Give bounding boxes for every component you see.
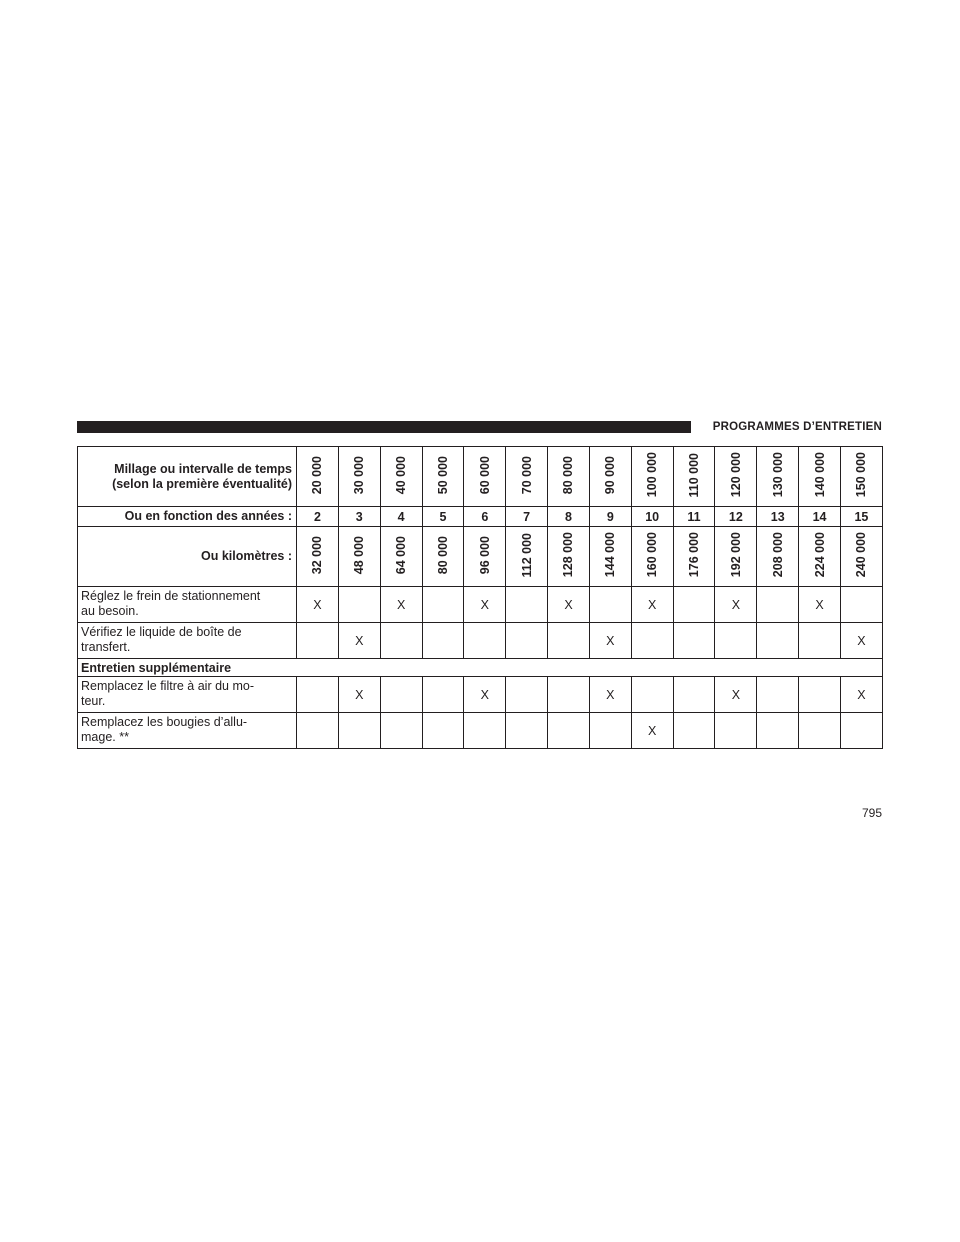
mileage-value: 70 000 <box>519 455 534 495</box>
maintenance-schedule-table <box>77 446 883 749</box>
interval-mark: X <box>396 597 406 612</box>
interval-mark-cell <box>631 587 673 623</box>
km-value: 32 000 <box>310 535 325 575</box>
mileage-cell <box>548 447 590 507</box>
km-cell <box>673 527 715 587</box>
km-cell <box>506 527 548 587</box>
page-number: 795 <box>861 806 882 820</box>
interval-mark-cell <box>757 713 799 749</box>
mileage-value: 120 000 <box>728 452 743 498</box>
interval-mark-cell <box>464 623 506 659</box>
interval-mark: X <box>648 723 657 738</box>
mileage-value: 50 000 <box>435 455 450 495</box>
interval-mark-cell <box>589 623 631 659</box>
interval-mark-cell <box>380 587 422 623</box>
interval-mark-cell <box>548 623 590 659</box>
interval-mark-cell <box>631 677 673 713</box>
task-row <box>78 587 883 623</box>
km-cell <box>757 527 799 587</box>
year-cell <box>338 507 380 527</box>
km-label: Ou kilomètres : <box>201 549 292 563</box>
mileage-cell <box>631 447 673 507</box>
interval-mark-cell <box>631 713 673 749</box>
interval-mark-cell <box>380 713 422 749</box>
task-label-cell <box>78 587 297 623</box>
interval-mark-cell <box>548 677 590 713</box>
year-value: 12 <box>728 509 743 524</box>
task-row <box>78 713 883 749</box>
years-label: Ou en fonction des années : <box>124 509 292 523</box>
mileage-cell <box>338 447 380 507</box>
km-cell <box>338 527 380 587</box>
mileage-header-row <box>78 447 883 507</box>
interval-mark-cell <box>715 587 757 623</box>
km-cell <box>380 527 422 587</box>
mileage-cell <box>673 447 715 507</box>
km-value: 64 000 <box>394 535 409 575</box>
task-label-line1: Remplacez le filtre à air du mo- <box>81 679 254 693</box>
interval-mark: X <box>606 633 615 648</box>
interval-mark-cell <box>840 677 882 713</box>
mileage-value: 90 000 <box>603 455 618 495</box>
km-value: 80 000 <box>435 535 450 575</box>
mileage-cell <box>715 447 757 507</box>
interval-mark-cell <box>715 677 757 713</box>
interval-mark-cell <box>464 713 506 749</box>
mileage-value: 130 000 <box>770 452 785 498</box>
mileage-value: 60 000 <box>477 455 492 495</box>
interval-mark-cell <box>715 623 757 659</box>
interval-mark-cell <box>422 587 464 623</box>
year-value: 13 <box>770 509 785 524</box>
interval-mark-cell <box>422 677 464 713</box>
mileage-cell <box>297 447 339 507</box>
mileage-cell <box>589 447 631 507</box>
km-cell <box>631 527 673 587</box>
km-row <box>78 527 883 587</box>
years-label-cell <box>78 507 297 527</box>
mileage-value: 20 000 <box>310 455 325 495</box>
km-cell <box>799 527 841 587</box>
task-row <box>78 623 883 659</box>
mileage-cell <box>380 447 422 507</box>
km-cell <box>840 527 882 587</box>
interval-mark: X <box>564 597 573 612</box>
km-value: 240 000 <box>854 532 869 578</box>
interval-mark: X <box>815 597 824 612</box>
km-value: 144 000 <box>603 532 618 578</box>
km-cell <box>422 527 464 587</box>
mileage-label-line2: (selon la première éventualité) <box>112 476 292 491</box>
interval-mark-cell <box>799 587 841 623</box>
interval-mark-cell <box>840 587 882 623</box>
mileage-cell <box>757 447 799 507</box>
year-value: 7 <box>523 509 531 524</box>
mileage-cell <box>506 447 548 507</box>
task-label-line2: transfert. <box>81 640 131 654</box>
section-row <box>78 659 883 677</box>
mileage-value: 30 000 <box>352 455 367 495</box>
year-value: 11 <box>687 509 701 524</box>
interval-mark-cell <box>548 713 590 749</box>
interval-mark-cell <box>673 713 715 749</box>
interval-mark-cell <box>297 713 339 749</box>
km-value: 112 000 <box>519 532 534 578</box>
interval-mark: X <box>606 687 615 702</box>
year-cell <box>422 507 464 527</box>
year-value: 10 <box>645 509 660 524</box>
interval-mark: X <box>355 687 364 702</box>
task-label-cell <box>78 677 297 713</box>
mileage-value: 100 000 <box>645 452 660 498</box>
task-label-cell <box>78 623 297 659</box>
year-cell <box>589 507 631 527</box>
interval-mark-cell <box>506 713 548 749</box>
interval-mark-cell <box>840 623 882 659</box>
interval-mark-cell <box>464 587 506 623</box>
task-label-line2: mage. ** <box>81 730 129 744</box>
mileage-label-line1: Millage ou intervalle de temps <box>114 461 292 476</box>
interval-mark-cell <box>757 587 799 623</box>
interval-mark-cell <box>506 587 548 623</box>
year-cell <box>715 507 757 527</box>
km-value: 208 000 <box>770 532 785 578</box>
km-value: 176 000 <box>687 532 702 578</box>
interval-mark-cell <box>589 587 631 623</box>
interval-mark-cell <box>631 623 673 659</box>
section-title-cell <box>78 659 883 677</box>
interval-mark-cell <box>464 677 506 713</box>
km-value: 192 000 <box>728 532 743 578</box>
year-value: 8 <box>565 509 572 524</box>
year-value: 3 <box>355 509 363 524</box>
interval-mark-cell <box>380 677 422 713</box>
km-cell <box>464 527 506 587</box>
mileage-cell <box>464 447 506 507</box>
interval-mark-cell <box>589 677 631 713</box>
mileage-value: 140 000 <box>812 452 827 498</box>
mileage-cell <box>840 447 882 507</box>
interval-mark-cell <box>506 623 548 659</box>
km-value: 128 000 <box>561 532 576 578</box>
km-cell <box>548 527 590 587</box>
mileage-value: 80 000 <box>561 455 576 495</box>
interval-mark-cell <box>799 677 841 713</box>
interval-mark-cell <box>297 623 339 659</box>
interval-mark: X <box>857 687 866 702</box>
mileage-label-cell <box>78 447 297 507</box>
task-label-cell <box>78 713 297 749</box>
interval-mark-cell <box>338 623 380 659</box>
year-value: 5 <box>439 509 447 524</box>
km-cell <box>589 527 631 587</box>
interval-mark: X <box>731 687 741 702</box>
mileage-value: 150 000 <box>854 452 869 498</box>
task-row <box>78 677 883 713</box>
mileage-cell <box>422 447 464 507</box>
interval-mark-cell <box>380 623 422 659</box>
interval-mark: X <box>648 597 657 612</box>
interval-mark-cell <box>673 623 715 659</box>
interval-mark-cell <box>673 587 715 623</box>
interval-mark-cell <box>422 623 464 659</box>
mileage-cell <box>799 447 841 507</box>
year-cell <box>757 507 799 527</box>
task-label-line1: Remplacez les bougies d’allu- <box>81 715 248 729</box>
year-cell <box>506 507 548 527</box>
year-cell <box>380 507 422 527</box>
interval-mark-cell <box>548 587 590 623</box>
year-cell <box>631 507 673 527</box>
interval-mark-cell <box>338 587 380 623</box>
interval-mark: X <box>480 597 489 612</box>
interval-mark-cell <box>422 713 464 749</box>
interval-mark-cell <box>338 677 380 713</box>
km-value: 224 000 <box>812 532 827 578</box>
task-label-line1: Réglez le frein de stationnement <box>81 589 261 603</box>
interval-mark-cell <box>799 713 841 749</box>
interval-mark-cell <box>673 677 715 713</box>
year-value: 6 <box>481 509 489 524</box>
km-value: 48 000 <box>352 535 367 575</box>
year-value: 15 <box>854 509 869 524</box>
interval-mark: X <box>731 597 741 612</box>
section-title-text: Entretien supplémentaire <box>81 660 232 675</box>
interval-mark: X <box>480 687 489 702</box>
task-label-line2: teur. <box>81 694 106 708</box>
year-cell <box>464 507 506 527</box>
km-value: 96 000 <box>477 535 492 575</box>
year-cell <box>548 507 590 527</box>
interval-mark: X <box>857 633 866 648</box>
km-cell <box>297 527 339 587</box>
mileage-value: 40 000 <box>394 455 409 495</box>
task-label-line2: au besoin. <box>81 604 139 618</box>
interval-mark: X <box>313 597 322 612</box>
year-value: 2 <box>313 509 321 524</box>
task-label-line1: Vérifiez le liquide de boîte de <box>81 625 242 639</box>
year-value: 4 <box>397 509 405 524</box>
year-value: 14 <box>812 509 827 524</box>
interval-mark-cell <box>297 587 339 623</box>
interval-mark-cell <box>589 713 631 749</box>
year-cell <box>673 507 715 527</box>
header-rule <box>77 421 691 433</box>
year-cell <box>297 507 339 527</box>
interval-mark-cell <box>799 623 841 659</box>
year-value: 9 <box>606 509 614 524</box>
interval-mark: X <box>355 633 364 648</box>
interval-mark-cell <box>757 677 799 713</box>
mileage-value: 110 000 <box>687 452 702 498</box>
km-cell <box>715 527 757 587</box>
section-title: PROGRAMMES D’ENTRETIEN <box>712 421 882 433</box>
years-row <box>78 507 883 527</box>
interval-mark-cell <box>757 623 799 659</box>
interval-mark-cell <box>297 677 339 713</box>
km-label-cell <box>78 527 297 587</box>
interval-mark-cell <box>840 713 882 749</box>
interval-mark-cell <box>338 713 380 749</box>
interval-mark-cell <box>715 713 757 749</box>
km-value: 160 000 <box>645 532 660 578</box>
year-cell <box>799 507 841 527</box>
year-cell <box>840 507 882 527</box>
interval-mark-cell <box>506 677 548 713</box>
